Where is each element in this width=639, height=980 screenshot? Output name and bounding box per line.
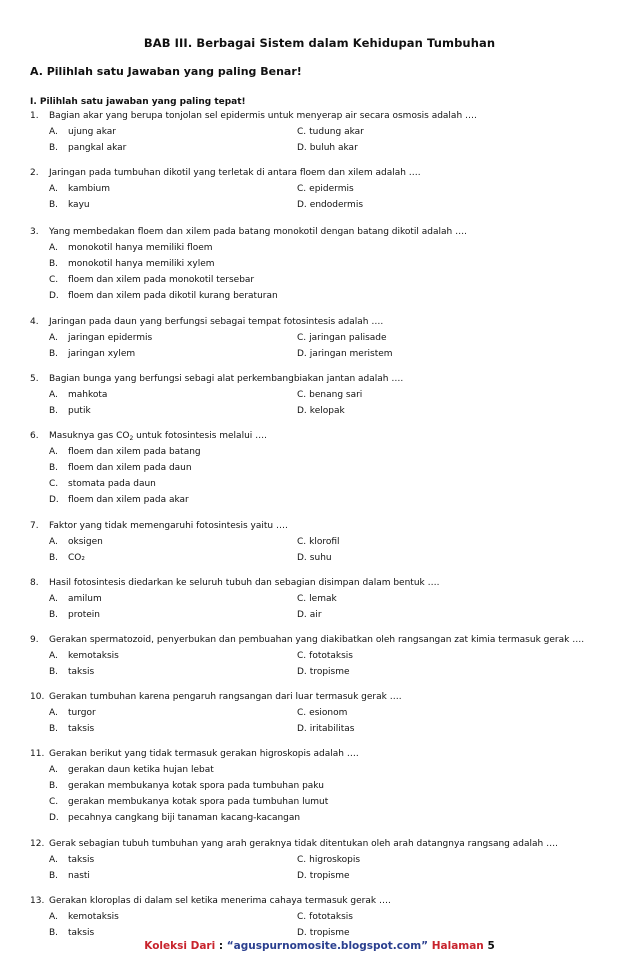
- question-number: 9.: [30, 635, 39, 645]
- answer-option-b[interactable]: [49, 403, 297, 419]
- answer-option-b[interactable]: [49, 550, 297, 566]
- option-letter: D.: [297, 406, 307, 416]
- answer-option-c[interactable]: [49, 272, 549, 288]
- answer-options: [49, 124, 620, 156]
- question-stem: [30, 165, 620, 181]
- footer-page-number: 5: [487, 940, 495, 952]
- option-letter: B.: [49, 781, 59, 791]
- option-letter: A.: [49, 243, 58, 253]
- option-text: jaringan xylem: [68, 349, 136, 359]
- option-letter: D.: [49, 813, 59, 823]
- option-text: lemak: [309, 594, 337, 604]
- option-letter: A.: [49, 127, 58, 137]
- question-stem: [30, 314, 620, 330]
- question-stem: [30, 518, 620, 534]
- option-letter: B.: [49, 200, 59, 210]
- subsection-heading: I. Pilihlah satu jawaban yang paling tepat!: [30, 97, 246, 107]
- option-text: amilum: [68, 594, 102, 604]
- question-stem: [30, 632, 620, 648]
- answer-option-a[interactable]: [49, 852, 297, 868]
- option-text: buluh akar: [309, 143, 358, 153]
- option-text: nasti: [68, 871, 90, 881]
- option-letter: C.: [49, 479, 59, 489]
- option-letter: A.: [49, 537, 58, 547]
- option-letter: C.: [49, 797, 59, 807]
- option-letter: A.: [49, 184, 58, 194]
- option-letter: A.: [49, 912, 58, 922]
- option-text: jaringan meristem: [309, 349, 393, 359]
- page-footer: [0, 940, 639, 952]
- section-heading: A. Pilihlah satu Jawaban yang paling Benar!: [30, 65, 302, 78]
- option-text: fototaksis: [309, 912, 354, 922]
- option-letter: C.: [297, 594, 307, 604]
- answer-options: [49, 852, 620, 884]
- option-letter: C.: [297, 537, 307, 547]
- answer-options: [49, 909, 620, 941]
- option-letter: D.: [297, 724, 307, 734]
- option-text: tropisme: [309, 667, 350, 677]
- question-stem: [30, 371, 620, 387]
- answer-option-b[interactable]: [49, 868, 297, 884]
- question-number: 1.: [30, 111, 39, 121]
- option-text: jaringan epidermis: [68, 333, 153, 343]
- answer-options: [49, 444, 620, 508]
- option-letter: C.: [297, 333, 307, 343]
- question-stem: [30, 224, 620, 240]
- option-text: endodermis: [309, 200, 364, 210]
- question-stem: [30, 893, 620, 909]
- question-number: 4.: [30, 317, 39, 327]
- question-number: 10.: [30, 692, 45, 702]
- option-letter: D.: [297, 349, 307, 359]
- option-text: kemotaksis: [68, 651, 119, 661]
- answer-option-a[interactable]: [49, 909, 297, 925]
- option-letter: B.: [49, 406, 59, 416]
- option-letter: D.: [297, 200, 307, 210]
- question-text: Masuknya gas $CO_2$ untuk fotosintesis melalui ….: [49, 431, 267, 442]
- footer-site-link[interactable]: “aguspurnomosite.blogspot.com”: [226, 940, 429, 952]
- answer-option-c[interactable]: [297, 181, 557, 197]
- option-letter: A.: [49, 447, 58, 457]
- question-7: [30, 518, 620, 566]
- footer-label: Koleksi Dari: [144, 940, 216, 952]
- option-text: turgor: [68, 708, 96, 718]
- question-stem: [30, 428, 620, 444]
- option-text: gerakan daun ketika hujan lebat: [68, 765, 214, 775]
- question-stem: [30, 746, 620, 762]
- footer-page-label: Halaman: [431, 940, 484, 952]
- option-text: pecahnya cangkang biji tanaman kacang-kacangan: [68, 813, 301, 823]
- answer-options: [49, 648, 620, 680]
- option-letter: C.: [49, 275, 59, 285]
- option-text: epidermis: [309, 184, 354, 194]
- answer-option-c[interactable]: [297, 534, 557, 550]
- answer-options: [49, 240, 620, 304]
- option-text: CO₂: [68, 553, 85, 563]
- option-letter: B.: [49, 871, 59, 881]
- option-text: iritabilitas: [309, 724, 355, 734]
- question-text: Gerakan tumbuhan karena pengaruh rangsangan dari luar termasuk gerak ….: [49, 692, 402, 702]
- question-text: Jaringan pada tumbuhan dikotil yang terletak di antara floem dan xilem adalah ….: [49, 168, 421, 178]
- question-6: [30, 428, 620, 508]
- option-text: floem dan xilem pada batang: [68, 447, 201, 457]
- footer-colon: :: [215, 940, 227, 952]
- question-text: Gerakan spermatozoid, penyerbukan dan pembuahan yang diakibatkan oleh rangsangan zat kimia termasuk gerak ….: [49, 635, 585, 645]
- question-text: Gerak sebagian tubuh tumbuhan yang arah geraknya tidak ditentukan oleh arah datangnya rangsang adalah ….: [49, 839, 558, 849]
- question-number: 6.: [30, 431, 39, 441]
- option-letter: C.: [297, 390, 307, 400]
- option-text: floem dan xilem pada akar: [68, 495, 189, 505]
- answer-options: [49, 591, 620, 623]
- answer-option-d[interactable]: [297, 346, 557, 362]
- answer-option-d[interactable]: [297, 140, 557, 156]
- option-letter: B.: [49, 928, 59, 938]
- option-text: oksigen: [68, 537, 103, 547]
- option-letter: B.: [49, 724, 59, 734]
- question-text: Yang membedakan floem dan xilem pada batang monokotil dengan batang dikotil adalah ….: [49, 227, 467, 237]
- option-text: mahkota: [68, 390, 108, 400]
- option-text: putik: [68, 406, 91, 416]
- option-text: jaringan palisade: [309, 333, 387, 343]
- answer-option-a[interactable]: [49, 124, 297, 140]
- answer-option-d[interactable]: [49, 810, 549, 826]
- question-number: 8.: [30, 578, 39, 588]
- option-letter: C.: [297, 855, 307, 865]
- answer-option-b[interactable]: [49, 607, 297, 623]
- option-text: gerakan membukanya kotak spora pada tumbuhan paku: [68, 781, 324, 791]
- question-number: 11.: [30, 749, 45, 759]
- option-text: kemotaksis: [68, 912, 119, 922]
- answer-option-b[interactable]: [49, 721, 297, 737]
- answer-option-d[interactable]: [297, 403, 557, 419]
- option-text: kayu: [68, 200, 90, 210]
- answer-option-a[interactable]: [49, 762, 549, 778]
- answer-option-c[interactable]: [297, 591, 557, 607]
- question-number: 12.: [30, 839, 45, 849]
- question-1: [30, 108, 620, 156]
- question-8: [30, 575, 620, 623]
- question-text: Bagian bunga yang berfungsi sebagi alat perkembangbiakan jantan adalah ….: [49, 374, 404, 384]
- answer-option-a[interactable]: [49, 330, 297, 346]
- answer-option-c[interactable]: [297, 387, 557, 403]
- page-title: BAB III. Berbagai Sistem dalam Kehidupan Tumbuhan: [143, 36, 496, 50]
- answer-option-c[interactable]: [297, 648, 557, 664]
- answer-option-d[interactable]: [49, 288, 549, 304]
- option-text: fototaksis: [309, 651, 354, 661]
- option-text: monokotil hanya memiliki floem: [68, 243, 213, 253]
- question-text: Bagian akar yang berupa tonjolan sel epidermis untuk menyerap air secara osmosis adalah ….: [49, 111, 477, 121]
- question-3: [30, 224, 620, 304]
- option-text: tudung akar: [309, 127, 364, 137]
- answer-option-c[interactable]: [49, 476, 549, 492]
- option-text: taksis: [68, 855, 95, 865]
- option-text: stomata pada daun: [68, 479, 156, 489]
- option-text: taksis: [68, 667, 95, 677]
- answer-option-b[interactable]: [49, 346, 297, 362]
- question-12: [30, 836, 620, 884]
- answer-option-b[interactable]: [49, 778, 549, 794]
- option-letter: B.: [49, 349, 59, 359]
- answer-option-d[interactable]: [49, 492, 549, 508]
- option-letter: A.: [49, 765, 58, 775]
- question-number: 5.: [30, 374, 39, 384]
- answer-option-c[interactable]: [297, 330, 557, 346]
- option-letter: D.: [297, 667, 307, 677]
- answer-options: [49, 330, 620, 362]
- option-letter: D.: [297, 610, 307, 620]
- question-stem: [30, 689, 620, 705]
- answer-option-d[interactable]: [297, 868, 557, 884]
- answer-option-a[interactable]: [49, 534, 297, 550]
- answer-options: [49, 534, 620, 566]
- option-text: floem dan xilem pada daun: [68, 463, 192, 473]
- answer-option-d[interactable]: [297, 607, 557, 623]
- answer-option-c[interactable]: [49, 794, 549, 810]
- question-stem: [30, 575, 620, 591]
- answer-option-b[interactable]: [49, 925, 297, 941]
- question-number: 7.: [30, 521, 39, 531]
- option-letter: C.: [297, 127, 307, 137]
- option-letter: D.: [297, 553, 307, 563]
- question-number: 2.: [30, 168, 39, 178]
- option-text: protein: [68, 610, 100, 620]
- answer-option-b[interactable]: [49, 256, 549, 272]
- option-text: tropisme: [309, 928, 350, 938]
- option-text: monokotil hanya memiliki xylem: [68, 259, 215, 269]
- answer-option-b[interactable]: [49, 140, 297, 156]
- question-9: [30, 632, 620, 680]
- option-text: floem dan xilem pada monokotil tersebar: [68, 275, 255, 285]
- option-text: floem dan xilem pada dikotil kurang beraturan: [68, 291, 278, 301]
- answer-option-c[interactable]: [297, 909, 557, 925]
- answer-option-a[interactable]: [49, 240, 549, 256]
- question-10: [30, 689, 620, 737]
- option-letter: D.: [297, 871, 307, 881]
- answer-option-a[interactable]: [49, 705, 297, 721]
- question-number: 3.: [30, 227, 39, 237]
- answer-option-a[interactable]: [49, 181, 297, 197]
- answer-option-a[interactable]: [49, 591, 297, 607]
- answer-option-c[interactable]: [297, 852, 557, 868]
- answer-options: [49, 762, 620, 826]
- answer-option-a[interactable]: [49, 444, 549, 460]
- question-text: Faktor yang tidak memengaruhi fotosintesis yaitu ….: [49, 521, 288, 531]
- answer-option-d[interactable]: [297, 664, 557, 680]
- answer-option-a[interactable]: [49, 387, 297, 403]
- option-letter: A.: [49, 855, 58, 865]
- question-stem: [30, 108, 620, 124]
- option-letter: D.: [49, 495, 59, 505]
- option-letter: B.: [49, 463, 59, 473]
- question-13: [30, 893, 620, 941]
- option-letter: D.: [49, 291, 59, 301]
- answer-option-d[interactable]: [297, 925, 557, 941]
- question-text: Jaringan pada daun yang berfungsi sebagai tempat fotosintesis adalah ….: [49, 317, 384, 327]
- option-text: pangkal akar: [68, 143, 127, 153]
- answer-option-b[interactable]: [49, 664, 297, 680]
- question-text: Gerakan kloroplas di dalam sel ketika menerima cahaya termasuk gerak ….: [49, 896, 391, 906]
- option-letter: B.: [49, 259, 59, 269]
- option-letter: C.: [297, 184, 307, 194]
- option-letter: A.: [49, 594, 58, 604]
- option-letter: A.: [49, 390, 58, 400]
- option-letter: D.: [297, 928, 307, 938]
- question-4: [30, 314, 620, 362]
- option-letter: B.: [49, 553, 59, 563]
- option-text: suhu: [309, 553, 332, 563]
- option-letter: B.: [49, 143, 59, 153]
- option-letter: B.: [49, 610, 59, 620]
- option-letter: C.: [297, 708, 307, 718]
- option-text: benang sari: [309, 390, 363, 400]
- question-text: Gerakan berikut yang tidak termasuk gerakan higroskopis adalah ….: [49, 749, 359, 759]
- answer-options: [49, 387, 620, 419]
- option-text: air: [309, 610, 322, 620]
- question-number: 13.: [30, 896, 45, 906]
- option-text: taksis: [68, 928, 95, 938]
- answer-option-c[interactable]: [297, 705, 557, 721]
- option-letter: C.: [297, 651, 307, 661]
- option-text: taksis: [68, 724, 95, 734]
- option-letter: D.: [297, 143, 307, 153]
- answer-options: [49, 705, 620, 737]
- option-letter: A.: [49, 651, 58, 661]
- answer-option-d[interactable]: [297, 721, 557, 737]
- option-letter: B.: [49, 667, 59, 677]
- option-letter: A.: [49, 333, 58, 343]
- option-letter: C.: [297, 912, 307, 922]
- option-letter: A.: [49, 708, 58, 718]
- option-text: gerakan membukanya kotak spora pada tumbuhan lumut: [68, 797, 329, 807]
- option-text: kambium: [68, 184, 111, 194]
- option-text: tropisme: [309, 871, 350, 881]
- question-text: Hasil fotosintesis diedarkan ke seluruh tubuh dan sebagian disimpan dalam bentuk ….: [49, 578, 440, 588]
- answer-option-d[interactable]: [297, 550, 557, 566]
- option-text: kelopak: [309, 406, 345, 416]
- answer-option-c[interactable]: [297, 124, 557, 140]
- answer-options: [49, 181, 620, 213]
- answer-option-b[interactable]: [49, 460, 549, 476]
- question-stem: [30, 836, 620, 852]
- question-5: [30, 371, 620, 419]
- answer-option-d[interactable]: [297, 197, 557, 213]
- option-text: esionom: [309, 708, 348, 718]
- answer-option-b[interactable]: [49, 197, 297, 213]
- answer-option-a[interactable]: [49, 648, 297, 664]
- option-text: higroskopis: [309, 855, 361, 865]
- question-2: [30, 165, 620, 213]
- option-text: ujung akar: [68, 127, 116, 137]
- question-11: [30, 746, 620, 826]
- option-text: klorofil: [309, 537, 340, 547]
